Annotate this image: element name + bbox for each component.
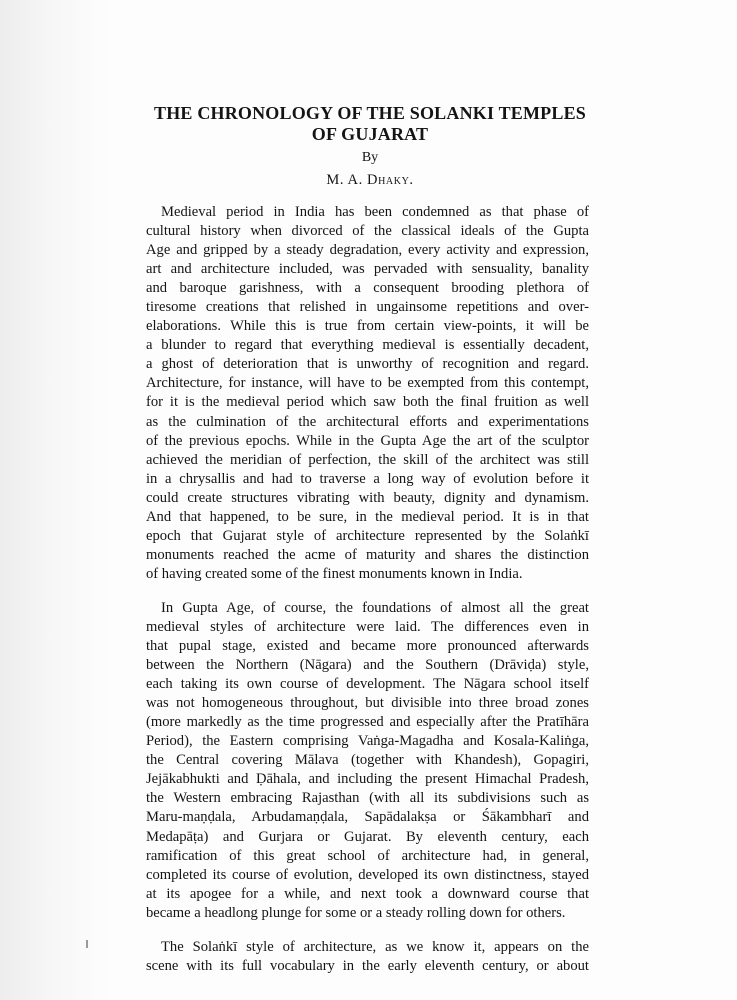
paragraph [146,938,589,976]
title-line-1: THE CHRONOLOGY OF THE SOLANKI TEMPLES [154,103,586,123]
text-line: was not homogeneous throughout, but divisible into three broad zones [146,695,589,712]
text-line: could create structures vibrating with beauty, dignity and dynamism. [146,489,589,506]
text-line: Age and gripped by a steady degradation, every activity and expression, [146,242,589,259]
text-line: completed its course of evolution, developed its own distinctness, stayed [146,866,589,883]
text-line: monuments reached the acme of maturity and shares the distinction [146,546,589,563]
text-line: of having created some of the finest monuments known in India. [146,565,523,582]
text-line: and baroque garishness, with a consequent brooding plethora of [146,280,589,297]
text-line: Medieval period in India has been condemned as that phase of [161,204,589,220]
text-line: a blunder to regard that everything medieval is essentially decadent, [146,337,589,354]
text-line: art and architecture included, was pervaded with sensuality, banality [146,261,589,278]
text-line: medieval styles of architecture were laid. The differences even in [146,618,589,635]
text-line: The Solaṅkī style of architecture, as we know it, appears on the [161,938,589,955]
paragraph [146,599,589,923]
text-line: of the previous epochs. While in the Gupta Age the art of the sculptor [146,432,589,449]
text-line: elaborations. While this is true from certain view-points, it will be [146,318,589,335]
text-line: at its apogee for a while, and next took a downward course that [146,885,589,902]
margin-mark [86,940,88,948]
text-line: cultural history when divorced of the classical ideals of the Gupta [146,223,589,240]
text-line: Period), the Eastern comprising Vaṅga-Magadha and Kosala-Kaliṅga, [146,733,589,750]
text-line: achieved the meridian of perfection, the skill of the architect was still [146,451,589,468]
text-line: between the Northern (Nāgara) and the Southern (Drāviḍa) style, [146,657,589,674]
text-line: in a chrysallis and had to traverse a long way of evolution before it [146,470,589,487]
text-line: that pupal stage, existed and became more pronounced afterwards [146,638,589,655]
text-line: tiresome creations that relished in ungainsome repetitions and over- [146,299,589,316]
text-line: each taking its own course of development. The Nāgara school itself [146,676,589,693]
text-line: And that happened, to be sure, in the medieval period. It is in that [146,508,589,525]
text-line: ramification of this great school of architecture had, in general, [146,847,589,864]
byline-by: By [361,150,379,165]
text-line: Architecture, for instance, will have to be exempted from this contempt, [146,375,589,392]
author-name-text: M. A. Dhaky. [326,172,414,188]
text-line: for it is the medieval period which saw both the final fruition as well [146,394,589,411]
text-line: the Central covering Mālava (together with Khandesh), Gopagiri, [146,752,589,769]
author-name [130,172,610,189]
paragraph [146,203,589,584]
text-line: Jejākabhukti and Ḍāhala, and including the present Himachal Pradesh, [146,771,589,788]
text-line: Maru-maṇḍala, Arbudamaṇḍala, Sapādalakṣa or Śākambharī and [146,809,589,826]
text-line: In Gupta Age, of course, the foundations of almost all the great [161,599,589,616]
title-line-2: OF GUJARAT [311,124,429,144]
scan-edge-shadow [0,0,110,1000]
text-line: epoch that Gujarat style of architecture represented by the Solaṅkī [146,527,589,544]
text-line: became a headlong plunge for some or a steady rolling down for others. [146,904,566,921]
text-line: (more markedly as the time progressed and especially after the Pratīhāra [146,714,589,731]
text-line: scene with its full vocabulary in the early eleventh century, or about [146,957,589,974]
text-line: as the culmination of the architectural efforts and experimentations [146,413,589,430]
article-body [146,203,589,976]
text-line: the Western embracing Rajasthan (with all its subdivisions such as [146,790,589,807]
text-line: Medapāṭa) and Gurjara or Gujarat. By eleventh century, each [146,828,589,845]
text-line: a ghost of deterioration that is unworthy of recognition and regard. [146,356,589,373]
